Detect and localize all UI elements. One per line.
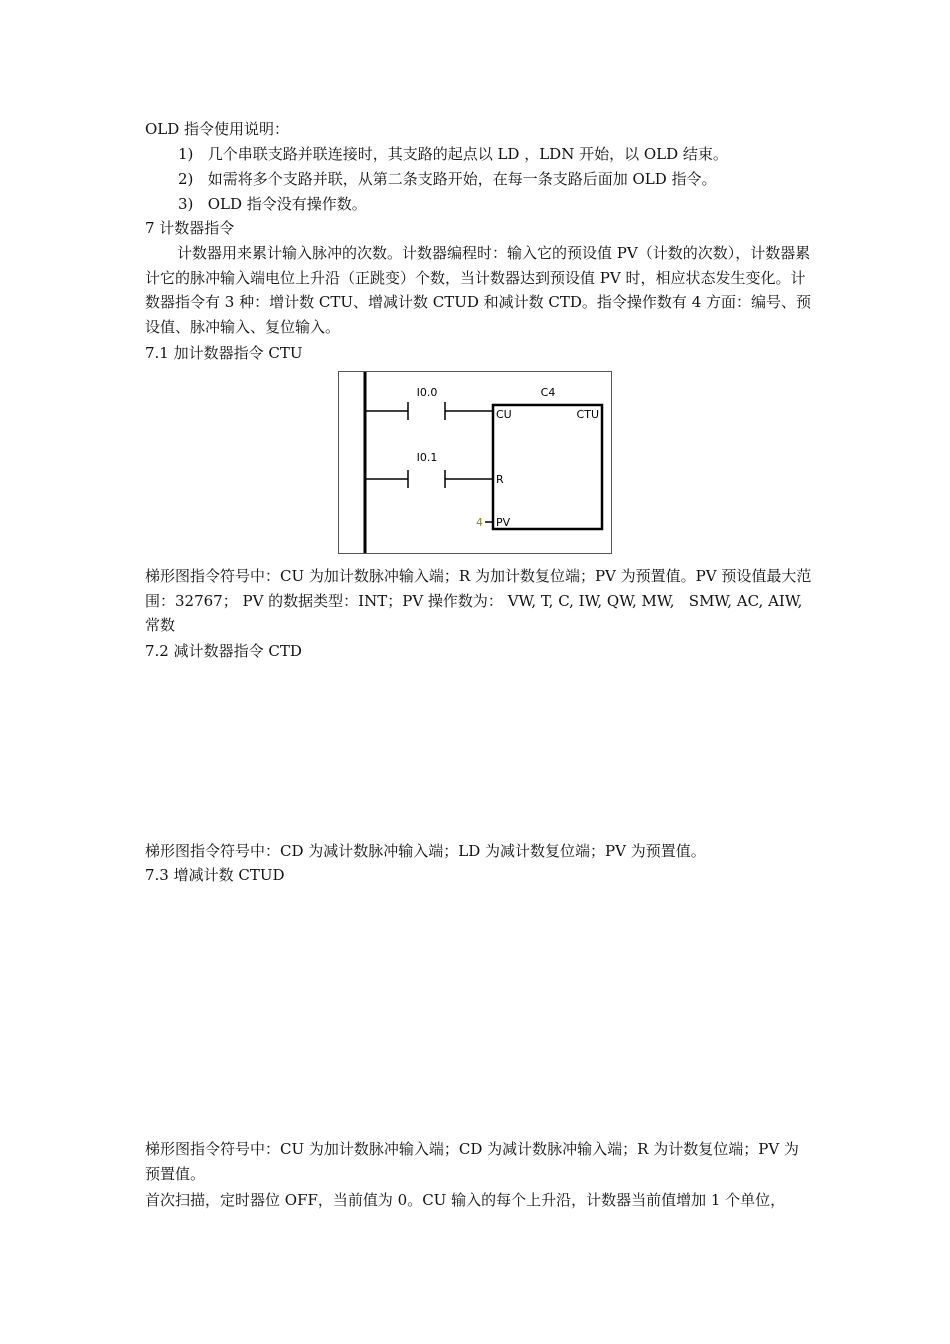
- contact-2-label: I0.1: [416, 451, 438, 464]
- section-7-intro: 计数器用来累计输入脉冲的次数。计数器编程时：输入它的预设值 PV（计数的次数），计数器累计它的脉冲输入端电位上升沿（正跳变）个数，当计数器达到预设值 PV 时，相应状态发生变化。计数器指令有 3 种：增计数 CTU、增减计数 CTUD 和减计数 CTD。指令操作数有 4 方面：编号、预设值、脉冲输入、复位输入。: [145, 244, 812, 337]
- diagram-frame: [339, 372, 612, 554]
- pin-pv-label: PV: [496, 516, 511, 529]
- ctu-description: 梯形图指令符号中：CU 为加计数脉冲输入端；R 为加计数复位端；PV 为预置值。PV 预设值最大范围：32767； PV 的数据类型：INT；PV 操作数为： VW, T, C, IW, QW, MW, SMW, AC, AIW, 常数: [145, 567, 812, 635]
- ctud-title: 7.3 增减计数 CTUD: [145, 866, 285, 884]
- pv-value: 4: [476, 516, 483, 529]
- contact-1-label: I0.0: [416, 386, 438, 399]
- counter-name: C4: [540, 386, 556, 399]
- counter-type: CTU: [576, 408, 599, 421]
- pin-r-label: R: [496, 473, 504, 486]
- ctud-note: 首次扫描，定时器位 OFF，当前值为 0。CU 输入的每个上升沿，计数器当前值增加 1 个单位，: [145, 1191, 786, 1209]
- ctud-description: 梯形图指令符号中：CU 为加计数脉冲输入端；CD 为减计数脉冲输入端；R 为计数复位端；PV 为预置值。: [145, 1140, 799, 1183]
- old-item-3: 3) OLD 指令没有操作数。: [178, 195, 367, 213]
- pin-cu-label: CU: [496, 408, 512, 421]
- ctd-title: 7.2 减计数器指令 CTD: [145, 642, 302, 660]
- section-7-title: 7 计数器指令: [145, 219, 235, 237]
- ctd-description: 梯形图指令符号中：CD 为减计数脉冲输入端；LD 为减计数复位端；PV 为预置值。: [145, 842, 706, 860]
- old-heading: OLD 指令使用说明：: [145, 120, 290, 138]
- old-item-2: 2) 如需将多个支路并联，从第二条支路开始，在每一条支路后面加 OLD 指令。: [178, 170, 717, 188]
- ctu-title: 7.1 加计数器指令 CTU: [145, 344, 303, 362]
- ctu-ladder-diagram: [338, 371, 612, 554]
- old-item-1: 1) 几个串联支路并联连接时，其支路的起点以 LD ，LDN 开始，以 OLD 结束。: [178, 145, 728, 163]
